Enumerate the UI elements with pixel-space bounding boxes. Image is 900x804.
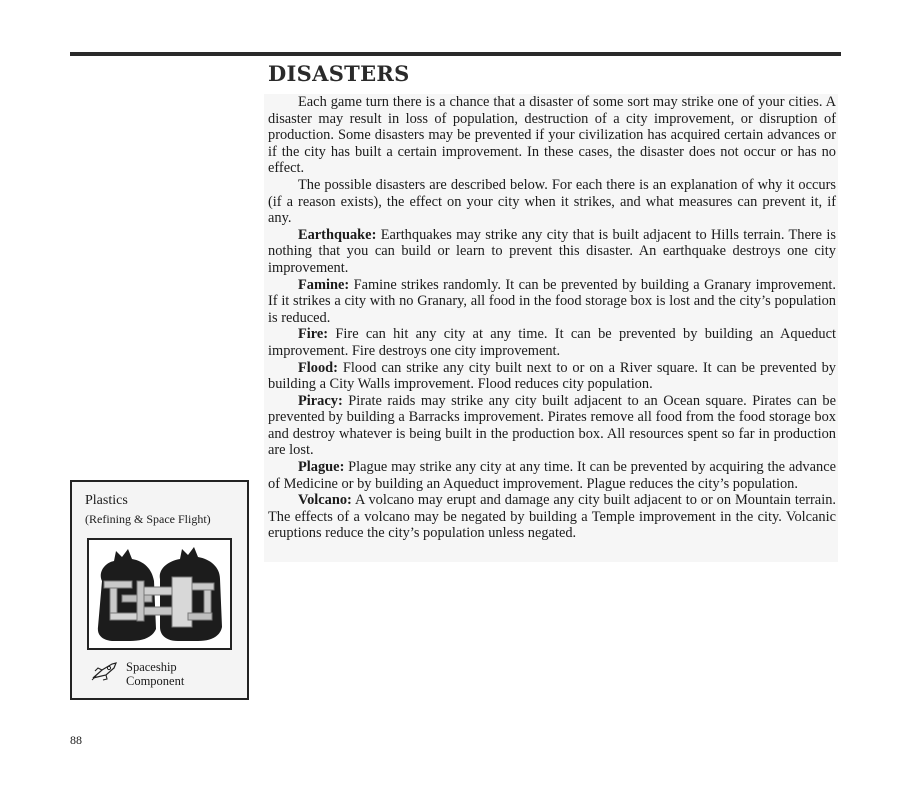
intro-paragraph: The possible disasters are described below. For each there is an explanation of why it occurs (if a reason exists), the effect on your city when it strikes, and what measures can prevent it, if any. (268, 176, 836, 227)
disaster-description: Plague may strike any city at any time. It can be prevented by acquiring the advance of Medicine or by building an Aqueduct improvement. Plague reduces the city’s population. (268, 459, 836, 492)
disaster-description: Fire can hit any city at any time. It can be prevented by building an Aqueduct improvement. Fire destroys one city improvement. (268, 326, 836, 359)
disaster-entry-earthquake (268, 227, 836, 277)
disaster-name: Famine: (298, 276, 350, 293)
disaster-name: Fire: (298, 326, 329, 343)
disaster-entry-famine (268, 277, 836, 327)
advance-prerequisites: (Refining & Space Flight) (85, 512, 211, 526)
disaster-description: Pirate raids may strike any city built adjacent to an Ocean square. Pirates can be prevented by building a Barracks improvement. Pirates remove all food from the food storage box and destroy whatever is being built in the production box. All resources spent so far in production are lost. (268, 392, 836, 459)
disaster-entry-flood (268, 360, 836, 393)
disaster-description: Famine strikes randomly. It can be prevented by building a Granary improvement. If it strikes a city with no Granary, all food in the food storage box is lost and the city’s population is reduced. (268, 276, 836, 326)
footnote-line: Component (126, 674, 185, 688)
plastics-pipes-icon (92, 543, 227, 645)
disaster-description: Flood can strike any city built next to or on a River square. It can be prevented by building a City Walls improvement. Flood reduces city population. (268, 359, 836, 393)
disaster-name: Plague: (298, 459, 345, 476)
advance-sidebar (70, 480, 249, 700)
disaster-entry-volcano (268, 492, 836, 542)
disaster-name: Earthquake: (298, 226, 377, 243)
footnote-line: Spaceship (126, 660, 177, 674)
disaster-name: Volcano: (298, 492, 352, 509)
section-title: DISASTERS (268, 61, 410, 86)
spaceship-icon (90, 660, 120, 682)
intro-paragraph: Each game turn there is a chance that a disaster of some sort may strike one of your cities. A disaster may result in loss of population, destruction of a city improvement, or disruption of production. Some disasters may be prevented if your civilization has acquired certain advances or if the city has built a certain improvement. In these cases, the disaster does not occur or has no effect. (268, 94, 836, 177)
disaster-description: Earthquakes may strike any city that is built adjacent to Hills terrain. There is nothing that you can build or learn to prevent this disaster. An earthquake destroys one city improvement. (268, 226, 836, 276)
disaster-name: Piracy: (298, 392, 343, 409)
disaster-entry-fire (268, 326, 836, 359)
disaster-entry-plague (268, 459, 836, 492)
disaster-description: A volcano may erupt and damage any city built adjacent to or on Mountain terrain. The effects of a volcano may be negated by building a Temple improvement in the city. Volcanic eruptions reduce the city’s population unless negated. (268, 492, 836, 542)
advance-name: Plastics (85, 493, 128, 508)
advance-illustration (87, 538, 232, 650)
body-text (264, 94, 838, 562)
spaceship-component-label (126, 660, 184, 688)
top-rule (70, 52, 841, 56)
disaster-name: Flood: (298, 359, 338, 376)
page-number: 88 (70, 733, 82, 747)
disaster-entry-piracy (268, 393, 836, 459)
